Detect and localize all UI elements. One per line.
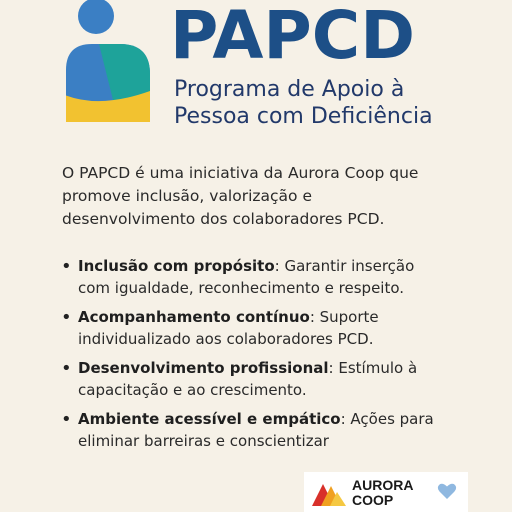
bullet-line (78, 357, 480, 379)
bullet-text: : Ações para (340, 410, 434, 428)
papcd-person-logo-icon (58, 0, 158, 122)
aurora-mountain-logo-icon (312, 480, 346, 506)
page-title: PAPCD (170, 0, 415, 74)
intro-paragraph (62, 162, 472, 231)
list-item (60, 357, 480, 401)
list-item (60, 306, 480, 350)
bullet-dot-icon: • (61, 256, 72, 277)
bullet-title: Acompanhamento contínuo (78, 308, 310, 326)
bullet-title: Inclusão com propósito (78, 257, 275, 275)
intro-line: promove inclusão, valorização e (62, 187, 313, 205)
bullet-text: : Suporte (309, 308, 379, 326)
bullet-line (78, 408, 480, 430)
bullet-text: : Estímulo à (328, 359, 418, 377)
bullet-text: capacitação e ao crescimento. (78, 381, 307, 399)
page-subtitle (174, 76, 433, 130)
intro-line: desenvolvimento dos colaboradores PCD. (62, 210, 385, 228)
bullet-line (78, 306, 480, 328)
intro-line: O PAPCD é uma iniciativa da Aurora Coop que (62, 164, 419, 182)
bullet-dot-icon: • (61, 409, 72, 430)
brand-name-line: COOP (352, 492, 394, 508)
subtitle-line: Programa de Apoio à (174, 77, 405, 102)
bullet-text: eliminar barreiras e conscientizar (78, 432, 329, 450)
list-item (60, 255, 480, 299)
bullet-text: com igualdade, reconhecimento e respeito. (78, 279, 405, 297)
bullet-text: : Garantir inserção (274, 257, 415, 275)
bullet-title: Desenvolvimento profissional (78, 359, 329, 377)
bullet-text: individualizado aos colaboradores PCD. (78, 330, 374, 348)
bullet-line (78, 255, 480, 277)
bullet-dot-icon: • (61, 307, 72, 328)
benefits-list (60, 255, 480, 459)
list-item (60, 408, 480, 452)
subtitle-line: Pessoa com Deficiência (174, 104, 433, 129)
brand-name-line: AURORA (352, 477, 414, 493)
bullet-dot-icon: • (61, 358, 72, 379)
heart-icon (437, 481, 457, 501)
bullet-title: Ambiente acessível e empático (78, 410, 341, 428)
brand-name (352, 478, 413, 508)
